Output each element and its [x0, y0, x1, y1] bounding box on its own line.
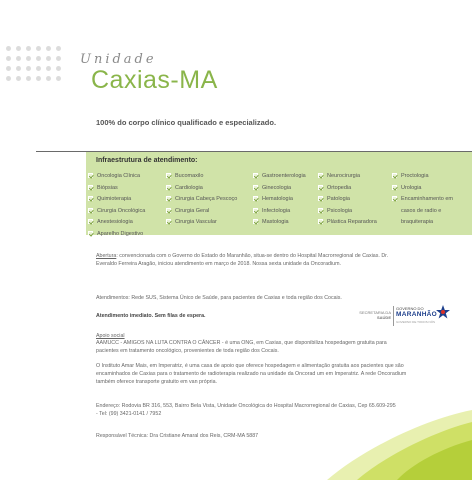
infrastructure-item: Proctologia — [401, 173, 429, 179]
decorative-dot — [36, 46, 41, 51]
decorative-dot — [26, 46, 31, 51]
decorative-dot — [6, 66, 11, 71]
checkbox-icon — [166, 185, 171, 190]
atendimentos-paragraph — [96, 294, 396, 302]
abertura-label: Abertura — [96, 253, 117, 259]
infrastructure-item: Cirurgia Vascular — [175, 219, 217, 225]
decorative-dot — [36, 56, 41, 61]
infrastructure-item: Cirurgia Oncológica — [97, 207, 146, 214]
infrastructure-item: Infectologia — [262, 207, 291, 214]
decorative-dot — [36, 76, 41, 81]
logo-secretaria — [359, 310, 391, 320]
infrastructure-item: Biópsias — [97, 184, 118, 191]
checkbox-icon — [253, 196, 258, 201]
logo-maranhao: MARANHÃO — [396, 311, 438, 318]
decorative-dot — [6, 76, 11, 81]
decorative-dot — [16, 46, 21, 51]
decorative-dot — [16, 66, 21, 71]
decorative-dot — [46, 76, 51, 81]
checkbox-icon — [166, 208, 171, 213]
decorative-dot — [46, 56, 51, 61]
decorative-dot — [6, 56, 11, 61]
decorative-dot — [56, 66, 61, 71]
checkbox-icon — [318, 185, 323, 190]
decorative-dot — [36, 66, 41, 71]
infrastructure-item: Patologia — [327, 196, 350, 202]
atendimentos-text: : Rede SUS, Sistema Único de Saúde, para pacientes de Caxias e toda região dos Cocais. — [128, 295, 342, 301]
checkbox-icon — [88, 196, 93, 201]
infrastructure-item: Psicologia — [327, 207, 353, 214]
logo-slogan: GOVERNO DE TODOS NÓS — [396, 320, 436, 324]
checkbox-icon — [88, 173, 93, 178]
technical-responsible: Responsável Técnica: Dra Cristiane Amaral dos Reis, CRM-MA 5887 — [96, 433, 259, 439]
infrastructure-item: Hematologia — [262, 196, 293, 202]
checkbox-icon — [88, 185, 93, 190]
decorative-dot — [46, 46, 51, 51]
immediate-care-note: Atendimento imediato. Sem filas de espera. — [96, 313, 206, 319]
decorative-dot-grid — [6, 46, 66, 86]
infrastructure-item: Oncologia Clínica — [97, 173, 141, 179]
infrastructure-item: Cardiologia — [175, 184, 203, 191]
infrastructure-item: braquiterapia — [401, 219, 434, 225]
address: Endereço: Rodovia BR 316, 553, Bairro Bela Vista, Unidade Oncológica do Hospital Macrorregional de Caxias, Cep 65.609-295 - Tel: (99) 3421-0141 / 7952 — [96, 403, 396, 417]
checkbox-icon — [253, 208, 258, 213]
infrastructure-item: Plástica Reparadora — [327, 219, 377, 225]
tagline: 100% do corpo clínico qualificado e especializado. — [96, 118, 277, 127]
infrastructure-item: Bucomaxilo — [175, 173, 204, 179]
infrastructure-item: Cirurgia Cabeça Pescoço — [175, 196, 238, 202]
decorative-dot — [56, 76, 61, 81]
decorative-dot — [26, 76, 31, 81]
decorative-dot — [26, 56, 31, 61]
abertura-text: : convencionada com o Governo do Estado do Maranhão, situa-se dentro do Hospital Macrorregional de Caxias. Dr. Everaldo Ferreira Aragão, iniciou atendimento em março de 2018. Nossa sexta unidade da Oncoradium. — [96, 253, 389, 267]
infrastructure-item: Aparelho Digestivo — [97, 230, 144, 237]
checkbox-icon — [166, 219, 171, 224]
logo-divider — [393, 306, 394, 326]
page-title: Caxias-MA — [91, 66, 218, 94]
checkbox-icon — [166, 196, 171, 201]
checkbox-icon — [253, 219, 258, 224]
infrastructure-item: Ortopedia — [327, 184, 352, 191]
decorative-dot — [56, 56, 61, 61]
decorative-dot — [46, 66, 51, 71]
infrastructure-item: Gastroenterologia — [262, 173, 306, 179]
unit-label: Unidade — [80, 52, 157, 67]
checkbox-icon — [318, 219, 323, 224]
infrastructure-item: Mastologia — [262, 219, 289, 225]
decorative-dot — [6, 46, 11, 51]
amar-mais-paragraph: O Instituto Amar Mais, em Imperatriz, é uma casa de apoio que oferece hospedagem e alimentação gratuita aos pacientes que são encaminhados de Caxias para o tratamento de radioterapia realizado na unidade da Oncorad um em Imperatriz. A rede Oncoradium também oferece transporte gratuito em van própria. — [96, 363, 407, 385]
checkbox-icon — [318, 208, 323, 213]
star-emblem-icon — [436, 305, 450, 319]
checkbox-icon — [253, 173, 258, 178]
infrastructure-item: casos de radio e — [401, 207, 442, 214]
infrastructure-item: Encaminhamento em — [401, 196, 453, 202]
checkbox-icon — [88, 208, 93, 213]
checkbox-icon — [392, 196, 397, 201]
infrastructure-item: Quimioterapia — [97, 196, 132, 202]
infrastructure-item: Urologia — [401, 184, 422, 191]
checkbox-icon — [318, 173, 323, 178]
infrastructure-item: Ginecologia — [262, 184, 292, 191]
infrastructure-item: Anestesiologia — [97, 219, 133, 225]
decorative-swoosh — [272, 400, 472, 480]
infrastructure-item: Neurocirurgia — [327, 173, 361, 179]
government-logo — [352, 302, 452, 330]
checkbox-icon — [253, 185, 258, 190]
apoio-paragraph: AAMUCC - AMIGOS NA LUTA CONTRA O CÂNCER - é uma ONG, em Caxias, que disponibiliza hospedagem gratuita para pacientes em tratamento oncológico, provenientes de toda região dos Cocais. — [96, 340, 387, 354]
decorative-dot — [26, 66, 31, 71]
checkbox-icon — [88, 231, 93, 236]
logo-saude-line: SAÚDE — [376, 315, 391, 320]
decorative-dot — [16, 76, 21, 81]
decorative-dot — [56, 46, 61, 51]
checkbox-icon — [318, 196, 323, 201]
checkbox-icon — [166, 173, 171, 178]
atendimentos-label: Atendimentos — [96, 295, 129, 301]
infrastructure-item: Cirurgia Geral — [175, 207, 210, 214]
abertura-paragraph — [96, 252, 396, 268]
checkbox-icon — [392, 185, 397, 190]
infrastructure-title: Infraestrutura de atendimento: — [96, 157, 198, 164]
checkbox-icon — [88, 219, 93, 224]
logo-governo: GOVERNO DO — [396, 306, 424, 311]
logo-secretaria-line: SECRETARIA DA — [359, 310, 391, 315]
apoio-label-text: Apoio social — [96, 333, 125, 339]
decorative-dot — [16, 56, 21, 61]
checkbox-icon — [392, 173, 397, 178]
